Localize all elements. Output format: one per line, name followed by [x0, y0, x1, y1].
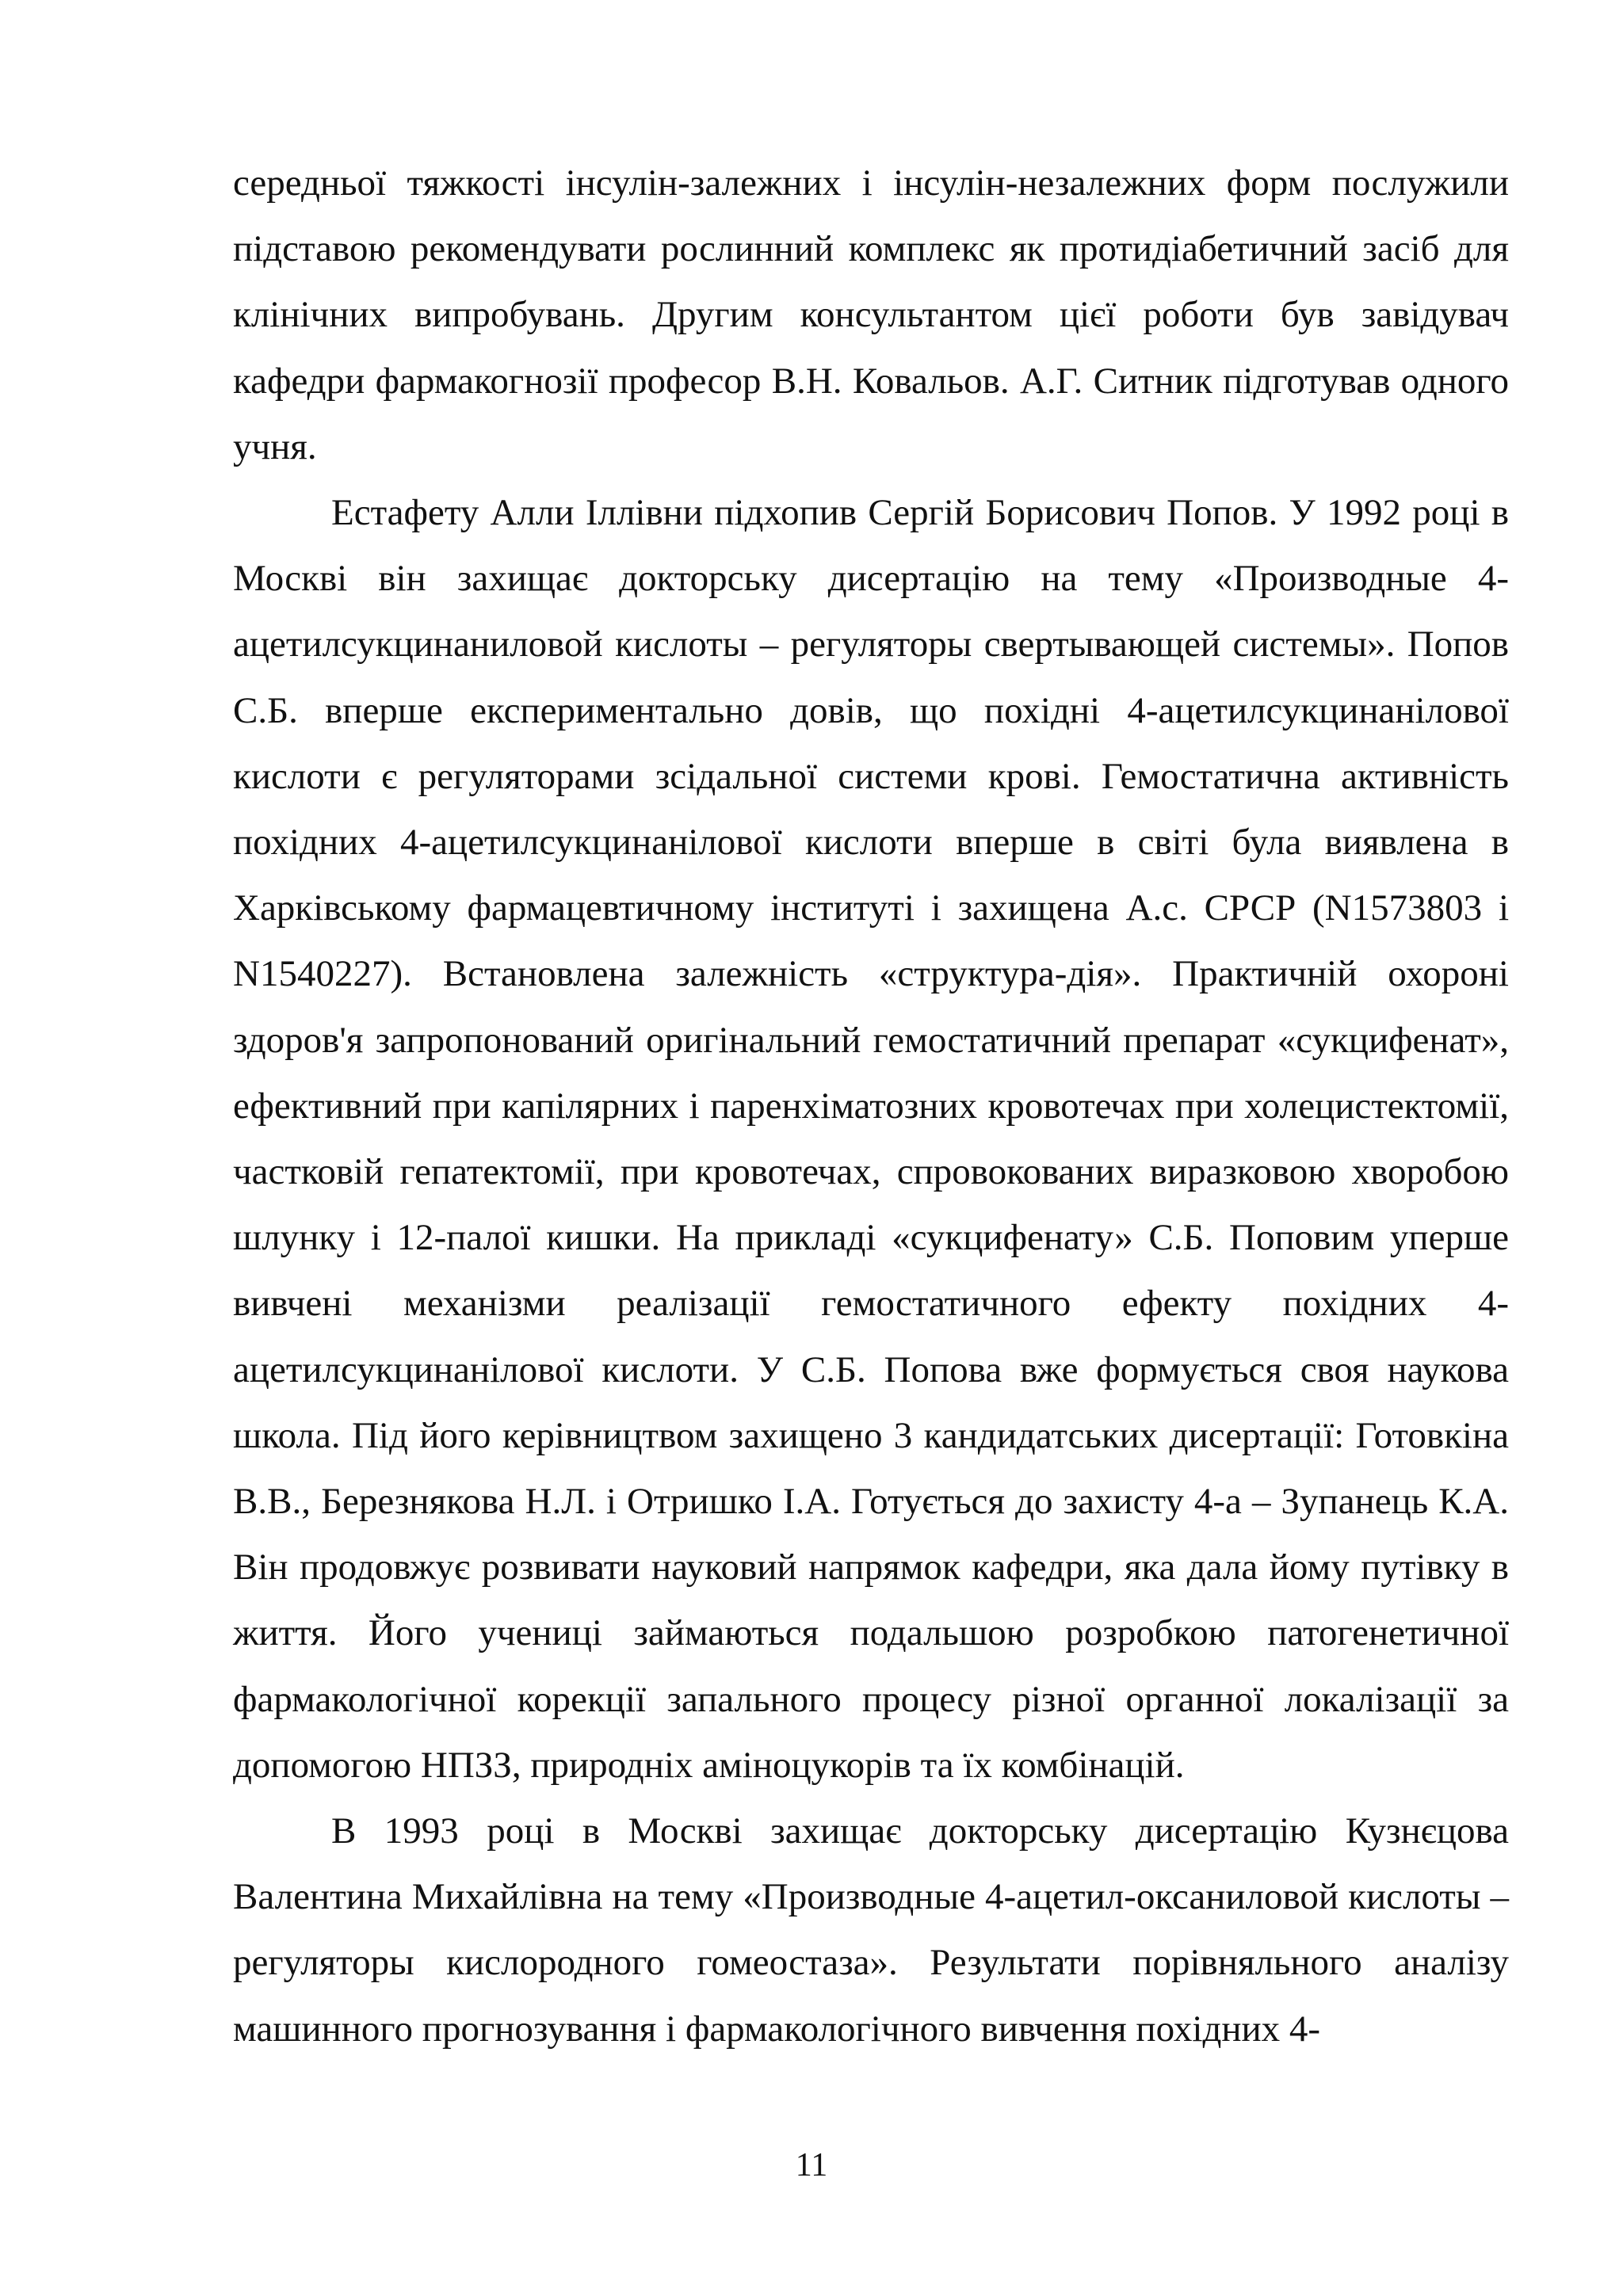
paragraph-1: середньої тяжкості інсулін-залежних і інсулін-незалежних форм послужили підставою рекомендувати рослинний комплекс як протидіабетичний засіб для клінічних випробувань. Другим консультантом цієї роботи був завідувач кафедри фармакогнозії професор В.Н. Ковальов. А.Г. Ситник підготував одного учня.	[233, 162, 1509, 467]
paragraph-3: В 1993 році в Москві захищає докторську дисертацію Кузнєцова Валентина Михайлівна на тему «Производные 4-ацетил-оксаниловой кислоты – регуляторы кислородного гомеостаза». Результати порівняльного аналізу машинного прогнозування і фармакологічного вивчення похідних 4-	[233, 1810, 1509, 2050]
page-number: 11	[795, 2147, 828, 2183]
paragraph-2: Естафету Алли Іллівни підхопив Сергій Борисович Попов. У 1992 році в Москві він захищає докторську дисертацію на тему «Производные 4-ацетилсукцинаниловой кислоты – регуляторы свертывающей системы». Попов С.Б. вперше експериментально довів, що похідні 4-ацетилсукцинанілової кислоти є регуляторами зсідальної системи крові. Гемостатична активність похідних 4-ацетилсукцинанілової кислоти вперше в світі була виявлена в Харківському фармацевтичному інституті і захищена А.с. СРСР (N1573803 і N1540227). Встановлена залежність «структура-дія». Практичній охороні здоров'я запропонований оригінальний гемостатичний препарат «сукцифенат», ефективний при капілярних і паренхіматозних кровотечах при холецистектомії, частковій гепатектомії, при кровотечах, спровокованих виразковою хворобою шлунку і 12-палої кишки. На прикладі «сукцифенату» С.Б. Поповим уперше вивчені механізми реалізації гемостатичного ефекту похідних 4-ацетилсукцинанілової кислоти. У С.Б. Попова вже формується своя наукова школа. Під його керівництвом захищено 3 кандидатських дисертації: Готовкіна В.В., Березнякова Н.Л. і Отришко І.А. Готується до захисту 4-а – Зупанець К.А. Він продовжує розвивати науковий напрямок кафедри, яка дала йому путівку в життя. Його учениці займаються подальшою розробкою патогенетичної фармакологічної корекції запального процесу різної органної локалізації за допомогою НПЗЗ, природніх аміноцукорів та їх комбінацій.	[233, 492, 1509, 1786]
body-text	[233, 151, 1509, 2062]
